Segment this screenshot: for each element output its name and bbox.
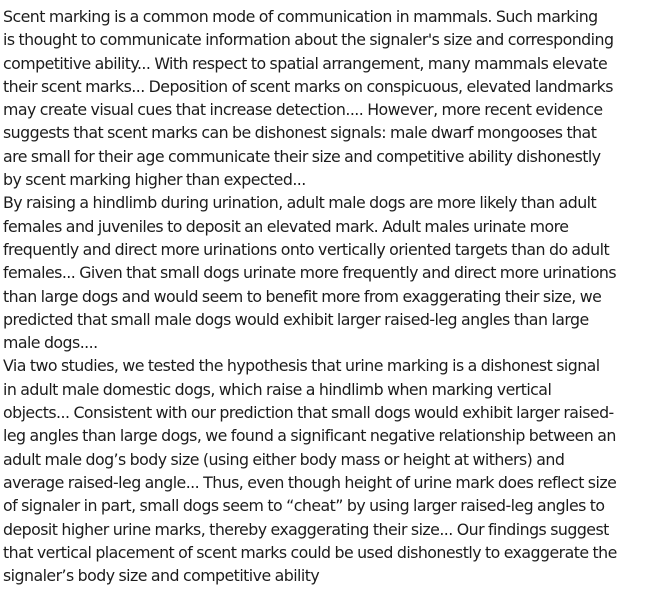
text-line: of signaler in part, small dogs seem to “cheat” by using larger raised-leg angles to: [3, 496, 605, 516]
text-line: may create visual cues that increase detection.... However, more recent evidence: [3, 100, 603, 120]
paragraph-2: [3, 191, 651, 354]
text-line: females... Given that small dogs urinate more frequently and direct more urinations: [3, 263, 617, 283]
text-line: are small for their age communicate their size and competitive ability dishonestly: [3, 146, 601, 166]
text-line: signaler’s body size and competitive ability: [3, 566, 320, 586]
text-line: suggests that scent marks can be dishonest signals: male dwarf mongooses that: [3, 123, 597, 143]
text-line: by scent marking higher than expected...: [3, 170, 306, 190]
text-line: females and juveniles to deposit an elevated mark. Adult males urinate more: [3, 216, 569, 236]
text-line: By raising a hindlimb during urination, adult male dogs are more likely than adult: [3, 193, 597, 213]
text-line: in adult male domestic dogs, which raise a hindlimb when marking vertical: [3, 379, 552, 399]
text-line: is thought to communicate information about the signaler's size and corresponding: [3, 30, 614, 50]
text-line: competitive ability... With respect to spatial arrangement, many mammals elevate: [3, 53, 608, 73]
text-line: their scent marks... Deposition of scent marks on conspicuous, elevated landmarks: [3, 76, 613, 96]
text-line: than large dogs and would seem to benefit more from exaggerating their size, we: [3, 286, 602, 306]
paragraph-3: [3, 354, 651, 587]
text-line: deposit higher urine marks, thereby exaggerating their size... Our findings suggest: [3, 519, 609, 539]
document-body: [3, 5, 651, 587]
text-line: Via two studies, we tested the hypothesis that urine marking is a dishonest signal: [3, 356, 600, 376]
text-line: leg angles than large dogs, we found a significant negative relationship between an: [3, 426, 616, 446]
text-line: adult male dog’s body size (using either body mass or height at withers) and: [3, 449, 565, 469]
text-line: average raised-leg angle... Thus, even though height of urine mark does reflect size: [3, 472, 617, 492]
text-line: objects... Consistent with our prediction that small dogs would exhibit larger raised-: [3, 403, 614, 423]
text-line: predicted that small male dogs would exhibit larger raised-leg angles than large: [3, 309, 589, 329]
text-line: that vertical placement of scent marks could be used dishonestly to exaggerate the: [3, 542, 617, 562]
text-line: male dogs....: [3, 333, 98, 353]
paragraph-1: [3, 5, 651, 191]
text-line: frequently and direct more urinations onto vertically oriented targets than do adult: [3, 239, 610, 259]
text-line: Scent marking is a common mode of communication in mammals. Such marking: [3, 7, 598, 26]
